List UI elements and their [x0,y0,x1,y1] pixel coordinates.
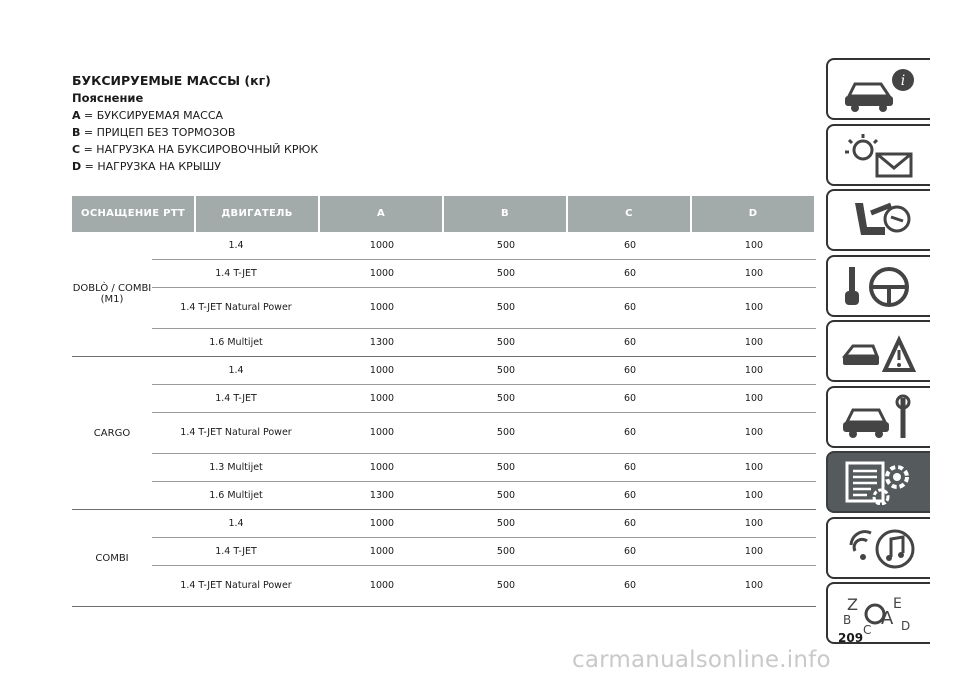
chapter-tab[interactable] [826,58,930,120]
engine-cell: 1.6 Multijet [209,336,263,348]
legend-item [72,141,792,158]
watermark: carmanualsonline.info [572,647,831,673]
legend-key: A [72,109,81,122]
engine-cell: 1.6 Multijet [209,489,263,501]
header-b: B [444,196,566,232]
svg-text:B: B [843,613,852,627]
table-row [152,510,816,538]
table-body [72,232,816,607]
value-b-cell: 500 [496,489,516,501]
group-name: CARGO [93,427,131,439]
value-c-cell: 60 [623,364,637,376]
technical-data-gear-icon [841,459,917,505]
value-d-cell: 100 [744,517,764,529]
value-b-cell: 500 [496,302,516,313]
svg-text:A: A [881,608,894,629]
value-c-cell: 60 [623,580,637,591]
page-title: БУКСИРУЕМЫЕ МАССЫ (кг) [72,73,271,88]
value-a-cell: 1000 [369,517,395,529]
legend-key: D [72,160,82,173]
value-c-cell: 60 [623,489,637,501]
value-d-cell: 100 [744,427,764,438]
value-a-cell: 1000 [369,427,395,438]
value-c-cell: 60 [623,517,637,529]
legend-text: = НАГРУЗКА НА БУКСИРОВОЧНЫЙ КРЮК [83,143,319,156]
value-b-cell: 500 [496,545,516,557]
value-d-cell: 100 [744,364,764,376]
value-d-cell: 100 [744,392,764,404]
value-d-cell: 100 [744,461,764,473]
value-a-cell: 1000 [369,461,395,473]
engine-cell: 1.4 T-JET [215,392,257,404]
legend-item [72,107,792,124]
header-engine: ДВИГАТЕЛЬ [196,196,318,232]
table-row [152,385,816,413]
value-a-cell: 1000 [369,580,395,591]
chapter-tab[interactable] [826,517,930,579]
value-d-cell: 100 [744,489,764,501]
value-d-cell: 100 [744,302,764,313]
value-b-cell: 500 [496,267,516,279]
table-row [152,538,816,566]
legend-list [72,107,792,175]
table-row [152,357,816,385]
header-a: A [320,196,442,232]
chapter-tab[interactable] [826,124,930,186]
engine-cell: 1.4 T-JET [215,545,257,557]
value-a-cell: 1000 [369,364,395,376]
table-header [72,196,816,232]
car-maintenance-wrench-icon [841,394,917,440]
engine-cell: 1.4 T-JET [215,267,257,279]
value-a-cell: 1000 [369,267,395,279]
engine-cell: 1.4 T-JET Natural Power [180,302,292,313]
value-c-cell: 60 [623,461,637,473]
value-b-cell: 500 [496,364,516,376]
legend-key: B [72,126,81,139]
svg-text:C: C [863,623,872,636]
value-a-cell: 1000 [369,545,395,557]
value-c-cell: 60 [623,336,637,348]
table-group [72,357,816,510]
legend-text: = БУКСИРУЕМАЯ МАССА [84,109,224,122]
value-a-cell: 1000 [369,302,395,313]
value-c-cell: 60 [623,545,637,557]
engine-cell: 1.4 T-JET Natural Power [180,427,292,438]
engine-cell: 1.4 [228,364,244,376]
towing-mass-table [72,196,816,607]
legend-block [72,72,792,175]
value-a-cell: 1300 [369,336,395,348]
chapter-tab[interactable] [826,255,930,317]
multimedia-music-icon [841,525,917,571]
value-b-cell: 500 [496,461,516,473]
table-row [152,288,816,329]
chapter-tab[interactable] [826,320,930,382]
legend-text: = НАГРУЗКА НА КРЫШУ [84,160,221,173]
header-d: D [692,196,814,232]
table-row [152,329,816,356]
engine-cell: 1.4 [228,517,244,529]
group-name: COMBI [95,552,129,564]
table-row [152,260,816,288]
value-a-cell: 1000 [369,239,395,251]
chapter-tabs [826,58,930,648]
table-row [152,232,816,260]
group-name: DOBLÒ / COMBI (M1) [72,283,152,305]
value-c-cell: 60 [623,427,637,438]
chapter-tab[interactable] [826,189,930,251]
car-accident-warning-icon [841,328,917,374]
header-equipment: ОСНАЩЕНИЕ РТТ [72,196,194,232]
table-group [72,232,816,357]
value-d-cell: 100 [744,267,764,279]
value-d-cell: 100 [744,580,764,591]
legend-text: = ПРИЦЕП БЕЗ ТОРМОЗОВ [83,126,236,139]
svg-text:E: E [893,596,902,612]
value-d-cell: 100 [744,336,764,348]
engine-cell: 1.3 Multijet [209,461,263,473]
value-a-cell: 1300 [369,489,395,501]
header-c: C [568,196,690,232]
seat-airbag-icon [841,197,917,243]
svg-text:D: D [901,619,911,633]
value-d-cell: 100 [744,545,764,557]
table-row [152,566,816,606]
chapter-tab[interactable] [826,451,930,513]
alphabetical-index-icon [841,590,917,636]
engine-cell: 1.4 [228,239,244,251]
warning-lights-message-icon [841,132,917,178]
value-c-cell: 60 [623,392,637,404]
value-b-cell: 500 [496,239,516,251]
svg-text:Z: Z [847,595,858,614]
table-row [152,454,816,482]
legend-subtitle: Пояснение [72,91,144,105]
legend-item [72,124,792,141]
legend-item [72,158,792,175]
svg-text:i: i [900,73,906,89]
chapter-tab[interactable] [826,386,930,448]
value-b-cell: 500 [496,392,516,404]
value-c-cell: 60 [623,302,637,313]
car-info-icon [841,66,917,112]
value-b-cell: 500 [496,580,516,591]
value-b-cell: 500 [496,517,516,529]
page-number: 209 [838,631,864,645]
value-b-cell: 500 [496,336,516,348]
table-row [152,413,816,454]
engine-cell: 1.4 T-JET Natural Power [180,580,292,591]
value-d-cell: 100 [744,239,764,251]
key-steering-wheel-icon [841,263,917,309]
value-b-cell: 500 [496,427,516,438]
value-a-cell: 1000 [369,392,395,404]
value-c-cell: 60 [623,239,637,251]
table-row [152,482,816,509]
legend-key: C [72,143,81,156]
table-group [72,510,816,607]
value-c-cell: 60 [623,267,637,279]
